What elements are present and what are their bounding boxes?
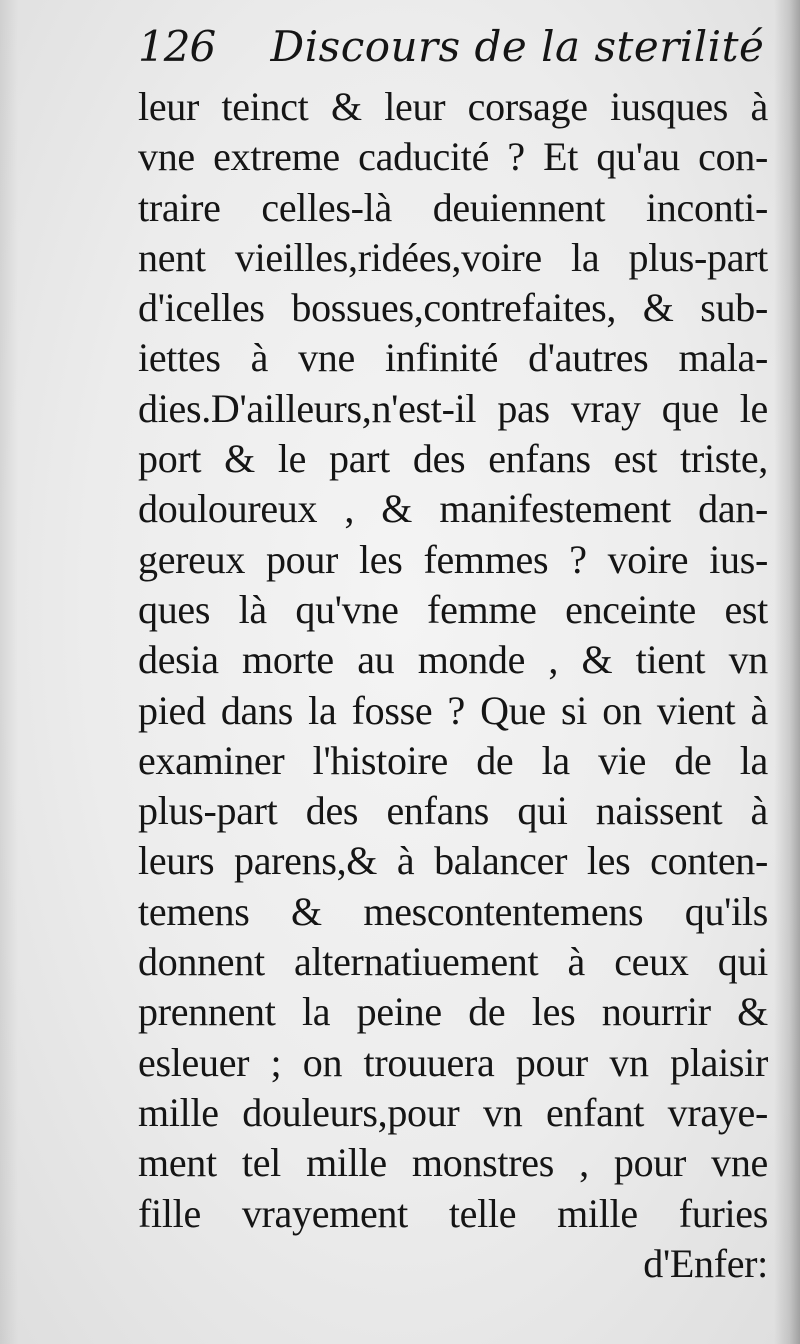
running-head	[138, 14, 778, 80]
catchword: d'Enfer:	[643, 1240, 768, 1286]
text-line: esleuer ; on trouuera pour vn plaisir	[138, 1039, 768, 1085]
text-line: leurs parens,& à balancer les conten-	[138, 838, 768, 884]
text-line: mille douleurs,pour vn enfant vraye-	[138, 1089, 768, 1135]
text-line: fille vrayement telle mille furies	[138, 1190, 768, 1236]
page-number: 126	[138, 22, 216, 71]
text-line: nent vieilles,ridées,voire la plus-part	[138, 234, 768, 280]
text-line: douloureux , & manifestement dan-	[138, 486, 768, 532]
text-line: port & le part des enfans est triste,	[138, 436, 768, 482]
text-line: desia morte au monde , & tient vn	[138, 637, 768, 683]
text-line: prennent la peine de les nourrir &	[138, 989, 768, 1035]
text-line: traire celles-là deuiennent inconti-	[138, 184, 768, 230]
text-line: pied dans la fosse ? Que si on vient à	[138, 687, 768, 733]
text-line: vne extreme caducité ? Et qu'au con-	[138, 134, 768, 180]
text-line: ques là qu'vne femme enceinte est	[138, 586, 768, 632]
text-line: donnent alternatiuement à ceux qui	[138, 939, 768, 985]
text-line: dies.D'ailleurs,n'est-il pas vray que le	[138, 385, 768, 431]
body-text	[138, 82, 768, 1289]
text-line: ment tel mille monstres , pour vne	[138, 1140, 768, 1186]
text-line: examiner l'histoire de la vie de la	[138, 737, 768, 783]
text-line: plus-part des enfans qui naissent à	[138, 788, 768, 834]
text-line: temens & mescontentemens qu'ils	[138, 888, 768, 934]
text-line: gereux pour les femmes ? voire ius-	[138, 536, 768, 582]
text-line: iettes à vne infinité d'autres mala-	[138, 335, 768, 381]
text-line: leur teinct & leur corsage iusques à	[138, 84, 768, 129]
running-title: Discours de la sterilité	[270, 22, 765, 71]
text-line: d'icelles bossues,contrefaites, & sub-	[138, 285, 768, 331]
